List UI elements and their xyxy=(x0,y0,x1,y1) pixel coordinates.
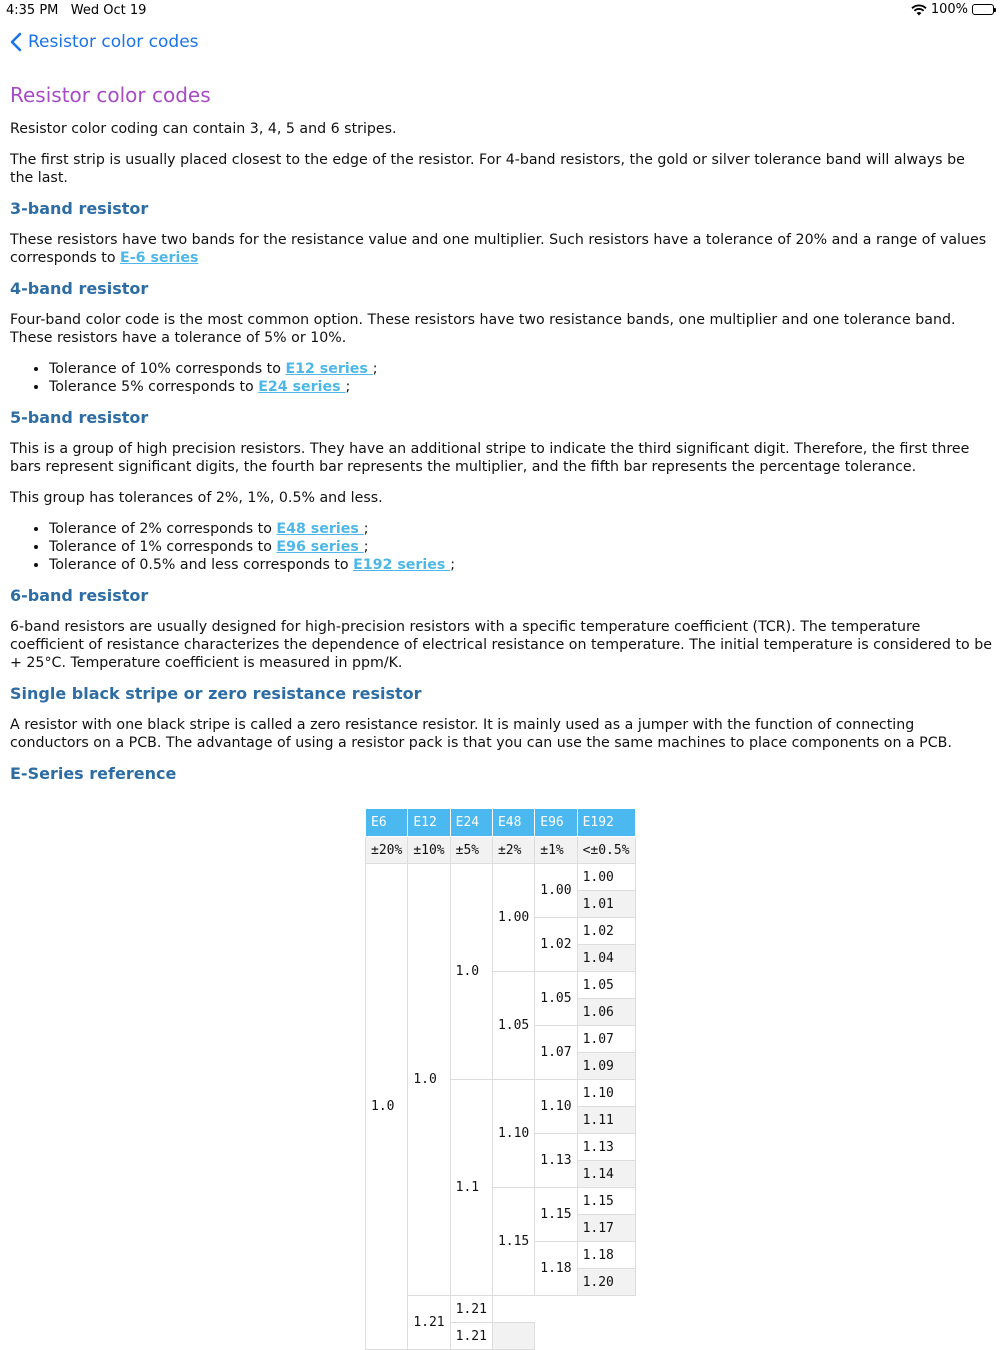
e192-cell: 1.17 xyxy=(577,1215,635,1242)
list-item: • Tolerance of 2% corresponds to E48 series ; xyxy=(49,520,992,538)
e192-cell: 1.07 xyxy=(577,1026,635,1053)
text-zero-resistor: A resistor with one black stripe is called a zero resistance resistor. It is mainly used as a jumper with the function of connecting conductors on a PCB. The advantage of using a resistor pack is that you can use the same machines to place components on a PCB. xyxy=(10,717,952,751)
e192-cell: 1.21 xyxy=(450,1296,492,1323)
e6-cell: 1.0 xyxy=(366,864,408,1350)
link-e24-series[interactable]: E24 series xyxy=(258,379,346,395)
e192-cell: 1.13 xyxy=(577,1134,635,1161)
e96-cell: 1.05 xyxy=(535,972,577,1026)
e192-cell: 1.11 xyxy=(577,1107,635,1134)
e96-cell: 1.00 xyxy=(535,864,577,918)
e192-cell: 1.14 xyxy=(577,1161,635,1188)
chevron-left-icon xyxy=(10,32,22,52)
e192-cell: 1.10 xyxy=(577,1080,635,1107)
tolerance-cell: <±0.5% xyxy=(577,837,635,864)
heading-6-band: 6-band resistor xyxy=(10,586,149,605)
e192-cell: 1.05 xyxy=(577,972,635,999)
e-series-table-wrap xyxy=(365,808,636,1350)
e192-cell: 1.15 xyxy=(577,1188,635,1215)
page-title: Resistor color codes xyxy=(10,83,211,107)
text-5-band: This is a group of high precision resistors. They have an additional stripe to indicate the third significant digit. Therefore, the first three bars represent significant digits, the fourth bar represents the multiplier, and the fifth bar represents the percentage tolerance. xyxy=(10,441,970,475)
table-header-e96: E96 xyxy=(535,809,577,837)
e-series-table xyxy=(365,808,636,1350)
text-4-band: Four-band color code is the most common option. These resistors have two resistance bands, one multiplier and one tolerance band. These resistors have a tolerance of 5% or 10%. xyxy=(10,312,956,346)
e48-cell: 1.10 xyxy=(492,1080,534,1188)
list-item: • Tolerance 5% corresponds to E24 series ; xyxy=(49,378,992,396)
link-e6-series[interactable]: E-6 series xyxy=(120,250,199,266)
text-6-band: 6-band resistors are usually designed for high-precision resistors with a specific temperature coefficient (TCR). The temperature coefficient of resistance characterizes the dependence of electrical resistance on temperature. The initial temperature is considered to be + 25°C. Temperature coefficient is measured in ppm/K. xyxy=(10,619,992,671)
e192-cell: 1.00 xyxy=(577,864,635,891)
heading-e-series: E-Series reference xyxy=(10,764,177,783)
e48-cell: 1.05 xyxy=(492,972,534,1080)
link-e12-series[interactable]: E12 series xyxy=(285,361,373,377)
e48-cell: 1.15 xyxy=(492,1188,534,1296)
tolerance-cell: ±20% xyxy=(366,837,408,864)
intro-2: The first strip is usually placed closest to the edge of the resistor. For 4-band resistors, the gold or silver tolerance band will always be the last. xyxy=(10,152,965,186)
e24-cell: 1.1 xyxy=(450,1080,492,1296)
table-header-e48: E48 xyxy=(492,809,534,837)
e12-cell: 1.0 xyxy=(408,864,450,1296)
list-item: • Tolerance of 0.5% and less corresponds to E192 series ; xyxy=(49,556,992,574)
status-bar xyxy=(0,0,1000,22)
e24-cell: 1.0 xyxy=(450,864,492,1080)
e192-cell: 1.01 xyxy=(577,891,635,918)
text-3-band: These resistors have two bands for the resistance value and one multiplier. Such resistors have a tolerance of 20% and a range of values corresponds to E-6 series xyxy=(10,232,987,266)
tolerance-cell: ±5% xyxy=(450,837,492,864)
e192-cell: 1.20 xyxy=(577,1269,635,1296)
battery-icon xyxy=(972,4,994,15)
link-e192-series[interactable]: E192 series xyxy=(353,557,451,573)
battery-percent: 100% xyxy=(930,2,968,17)
e192-cell: 1.02 xyxy=(577,918,635,945)
e192-cell: 1.04 xyxy=(577,945,635,972)
e96-cell: 1.21 xyxy=(408,1296,450,1350)
tolerance-cell: ±2% xyxy=(492,837,534,864)
tolerance-cell: ±10% xyxy=(408,837,450,864)
table-header-e24: E24 xyxy=(450,809,492,837)
e48-cell: 1.00 xyxy=(492,864,534,972)
e96-cell: 1.13 xyxy=(535,1134,577,1188)
list-item: • Tolerance of 10% corresponds to E12 series ; xyxy=(49,360,992,378)
article xyxy=(10,80,992,785)
back-label: Resistor color codes xyxy=(28,32,199,52)
e96-cell: 1.10 xyxy=(535,1080,577,1134)
heading-5-band: 5-band resistor xyxy=(10,408,149,427)
wifi-icon xyxy=(911,4,927,16)
e192-cell: 1.18 xyxy=(577,1242,635,1269)
list-item: • Tolerance of 1% corresponds to E96 series ; xyxy=(49,538,992,556)
e192-cell xyxy=(492,1323,534,1350)
heading-4-band: 4-band resistor xyxy=(10,279,149,298)
table-row xyxy=(366,864,636,891)
e96-cell: 1.02 xyxy=(535,918,577,972)
status-right xyxy=(911,2,994,17)
list-4-band xyxy=(10,360,992,396)
list-5-band xyxy=(10,520,992,574)
e192-cell: 1.06 xyxy=(577,999,635,1026)
tolerance-row xyxy=(366,837,636,864)
text-5-band-2: This group has tolerances of 2%, 1%, 0.5% and less. xyxy=(10,490,383,506)
back-button[interactable] xyxy=(10,32,199,52)
tolerance-cell: ±1% xyxy=(535,837,577,864)
status-time: 4:35 PM Wed Oct 19 xyxy=(6,3,147,18)
heading-3-band: 3-band resistor xyxy=(10,199,149,218)
intro-1: Resistor color coding can contain 3, 4, 5 and 6 stripes. xyxy=(10,121,397,137)
e96-cell: 1.15 xyxy=(535,1188,577,1242)
table-body xyxy=(366,837,636,1350)
table-header-e12: E12 xyxy=(408,809,450,837)
table-header-e192: E192 xyxy=(577,809,635,837)
link-e96-series[interactable]: E96 series xyxy=(276,539,364,555)
e96-cell: 1.21 xyxy=(450,1323,492,1350)
e96-cell: 1.07 xyxy=(535,1026,577,1080)
link-e48-series[interactable]: E48 series xyxy=(276,521,364,537)
e192-cell: 1.09 xyxy=(577,1053,635,1080)
table-header-e6: E6 xyxy=(366,809,408,837)
heading-zero-resistor: Single black stripe or zero resistance resistor xyxy=(10,684,422,703)
table-header-row xyxy=(366,809,636,837)
e96-cell: 1.18 xyxy=(535,1242,577,1296)
